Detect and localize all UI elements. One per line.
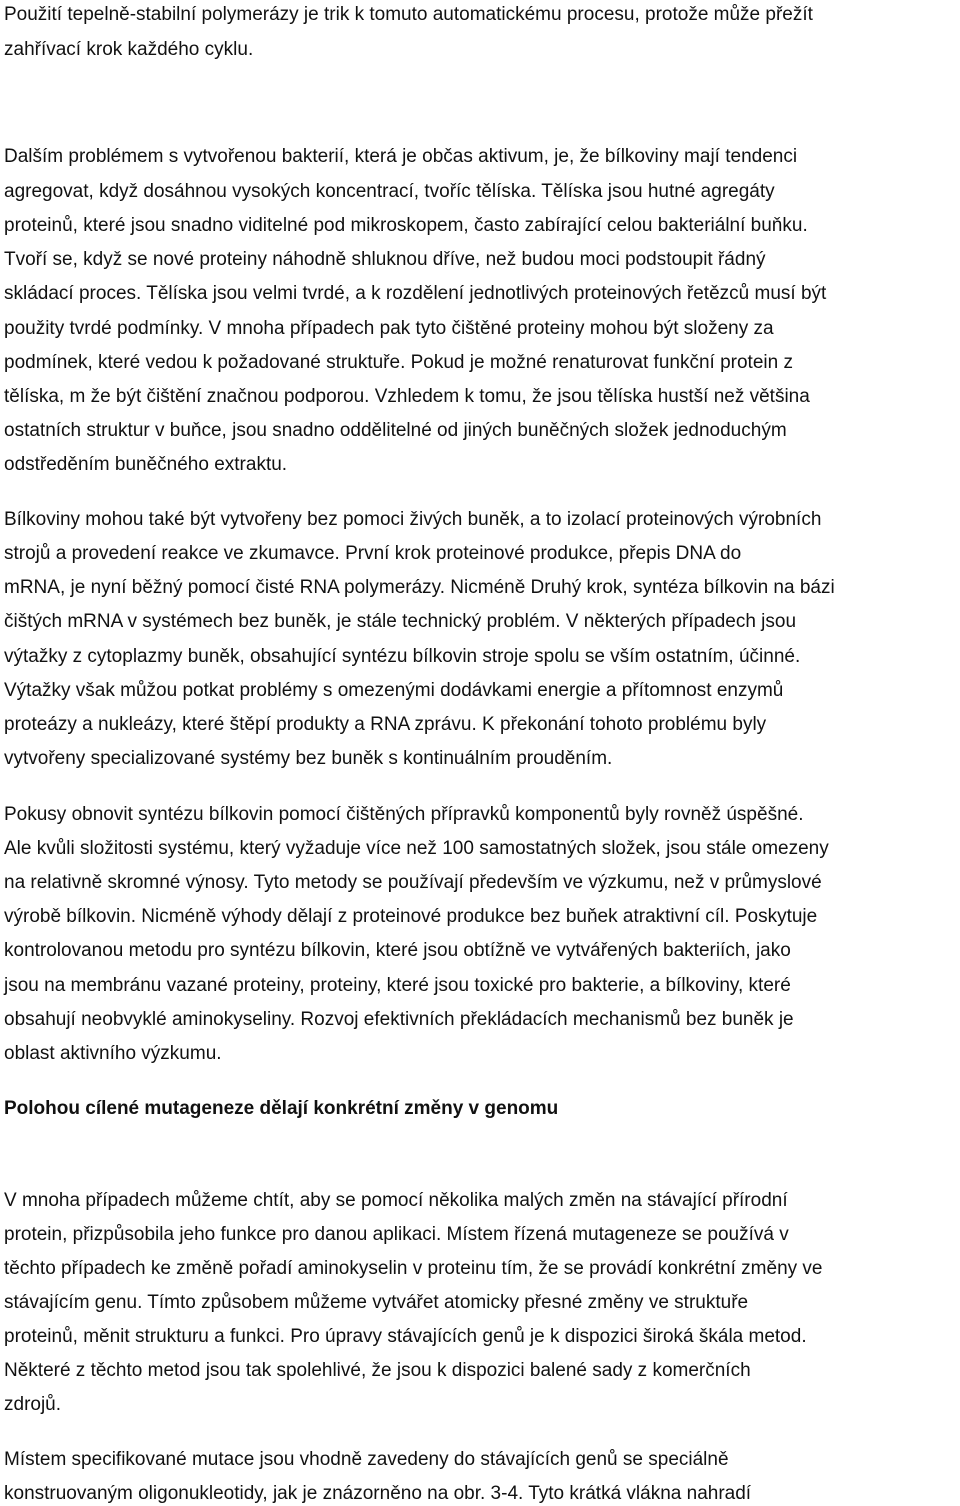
text-line: stávajícím genu. Tímto způsobem můžeme vytvářet atomicky přesné změny ve struktuře (4, 1292, 749, 1313)
text-line: na relativně skromné výnosy. Tyto metody se používají především ve výzkumu, než v průmyslové (4, 872, 822, 893)
text-line: zahřívací krok každého cyklu. (4, 39, 254, 60)
text-line: kontrolovanou metodu pro syntézu bílkovin, které jsou obtížně ve vytvářených bakteriích, jako (4, 940, 791, 961)
text-line: vytvořeny specializované systémy bez buněk s kontinuálním prouděním. (4, 748, 613, 769)
text-line: proteinů, které jsou snadno viditelné pod mikroskopem, často zabírající celou bakteriální buňku. (4, 215, 808, 236)
text-line: Některé z těchto metod jsou tak spolehlivé, že jsou k dispozici balené sady z komerčních (4, 1360, 751, 1381)
text-line: čištých mRNA v systémech bez buněk, je stále technický problém. V některých případech jsou (4, 611, 797, 632)
text-line: Bílkoviny mohou také být vytvořeny bez pomoci živých buněk, a to izolací proteinových výrobních (4, 509, 822, 530)
text-line: odstředěním buněčného extraktu. (4, 454, 288, 475)
text-line: proteázy a nukleázy, které štěpí produkty a RNA zprávu. K překonání tohoto problému byly (4, 714, 767, 735)
text-line: Výtažky však můžou potkat problémy s omezenými dodávkami energie a přítomnost enzymů (4, 680, 784, 701)
text-line: konstruovaným oligonukleotidy, jak je znázorněno na obr. 3-4. Tyto krátká vlákna nahradí (4, 1483, 752, 1504)
text-line: obsahují neobvyklé aminokyseliny. Rozvoj efektivních překládacích mechanismů bez buněk je (4, 1009, 794, 1030)
text-line: Pokusy obnovit syntézu bílkovin pomocí čištěných přípravků komponentů byly rovněž úspěšné. (4, 804, 804, 825)
text-line: oblast aktivního výzkumu. (4, 1043, 222, 1064)
text-line: Použití tepelně-stabilní polymerázy je trik k tomuto automatickému procesu, protože může přežít (4, 4, 813, 25)
text-line: Dalším problémem s vytvořenou bakterií, která je občas aktivum, je, že bílkoviny mají tendenci (4, 146, 798, 167)
text-line: použity tvrdé podmínky. V mnoha případech pak tyto čištěné proteiny mohou být složeny za (4, 318, 774, 339)
text-line: V mnoha případech můžeme chtít, aby se pomocí několika malých změn na stávající přírodní (4, 1190, 788, 1211)
text-line: jsou na membránu vazané proteiny, proteiny, které jsou toxické pro bakterie, a bílkoviny, které (4, 975, 791, 996)
text-line: strojů a provedení reakce ve zkumavce. První krok proteinové produkce, přepis DNA do (4, 543, 742, 564)
text-line: Ale kvůli složitosti systému, který vyžaduje více než 100 samostatných složek, jsou stále omezeny (4, 838, 829, 859)
text-line: Místem specifikované mutace jsou vhodně zavedeny do stávajících genů se speciálně (4, 1449, 729, 1470)
text-line: zdrojů. (4, 1394, 62, 1415)
text-line: agregovat, když dosáhnou vysokých koncentrací, tvoříc tělíska. Tělíska jsou hutné agregáty (4, 181, 775, 202)
text-line: mRNA, je nyní běžný pomocí čisté RNA polymerázy. Nicméně Druhý krok, syntéza bílkovin na bázi (4, 577, 835, 598)
text-line: těchto případech ke změně pořadí aminokyselin v proteinu tím, že se provádí konkrétní změny ve (4, 1258, 823, 1279)
section-heading: Polohou cílené mutageneze dělají konkrétní změny v genomu (4, 1098, 559, 1119)
text-line: tělíska, m že být čištění značnou podporou. Vzhledem k tomu, že jsou tělíska hustší než většina (4, 386, 810, 407)
text-line: proteinů, měnit strukturu a funkci. Pro úpravy stávajících genů je k dispozici široká škála metod. (4, 1326, 807, 1347)
text-line: výtažky z cytoplazmy buněk, obsahující syntézu bílkovin stroje spolu se vším ostatním, účinné. (4, 646, 801, 667)
text-line: skládací proces. Tělíska jsou velmi tvrdé, a k rozdělení jednotlivých proteinových řetězců musí být (4, 283, 827, 304)
text-line: ostatních struktur v buňce, jsou snadno oddělitelné od jiných buněčných složek jednoduchým (4, 420, 787, 441)
text-line: Tvoří se, když se nové proteiny náhodně shluknou dříve, než budou moci podstoupit řádný (4, 249, 766, 270)
text-line: výrobě bílkovin. Nicméně výhody dělají z proteinové produkce bez buňek atraktivní cíl. Poskytuje (4, 906, 818, 927)
text-line: protein, přizpůsobila jeho funkce pro danou aplikaci. Místem řízená mutageneze se používá v (4, 1224, 789, 1245)
text-line: podmínek, které vedou k požadované struktuře. Pokud je možné renaturovat funkční protein z (4, 352, 793, 373)
